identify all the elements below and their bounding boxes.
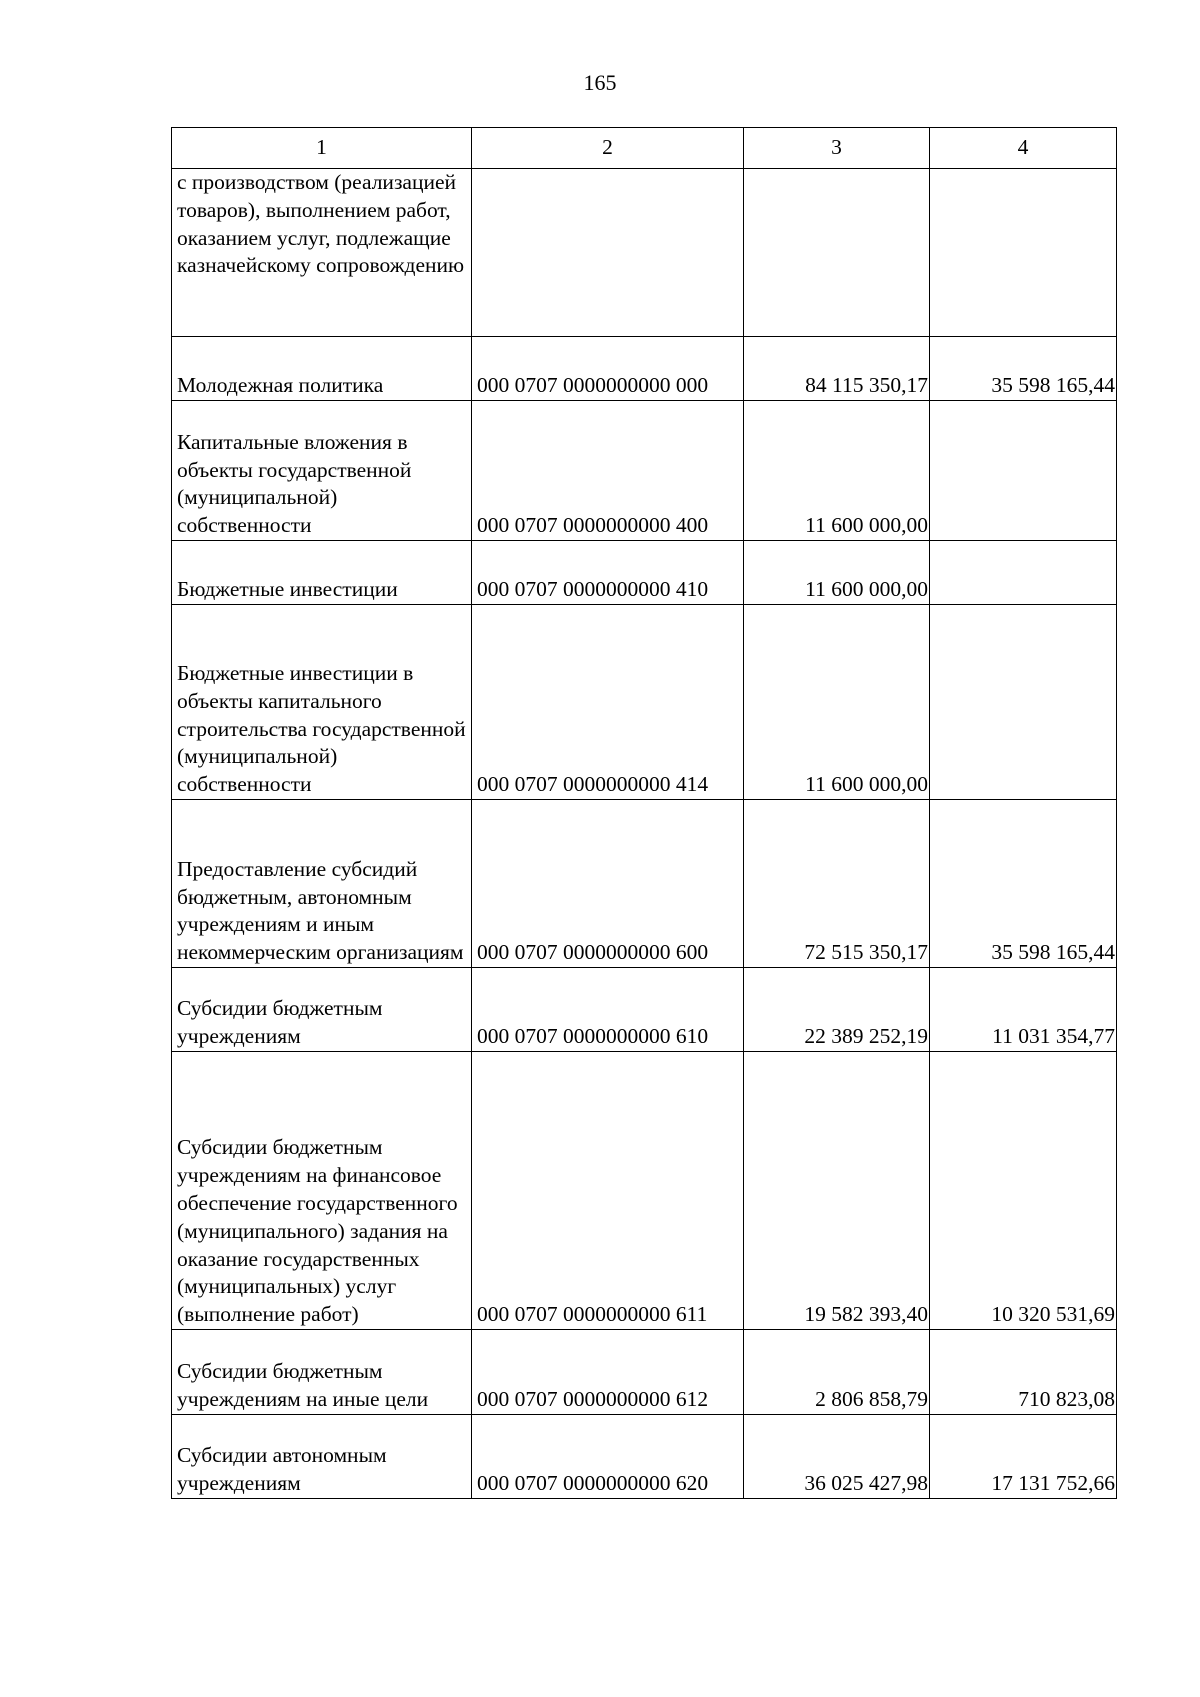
- row-code: [472, 169, 744, 337]
- table-row: [172, 1330, 1117, 1415]
- row-value-4: [930, 401, 1117, 541]
- row-value-3: 11 600 000,00: [744, 401, 930, 541]
- row-value-4: [930, 169, 1117, 337]
- row-name: Субсидии автономным учреждениям: [172, 1415, 472, 1499]
- column-header-1: 1: [172, 128, 472, 169]
- row-value-3: 19 582 393,40: [744, 1052, 930, 1330]
- table-row: [172, 1052, 1117, 1330]
- row-value-4: [930, 605, 1117, 800]
- row-value-3: 11 600 000,00: [744, 541, 930, 605]
- table-row: [172, 337, 1117, 401]
- row-value-4: 10 320 531,69: [930, 1052, 1117, 1330]
- row-value-3: 72 515 350,17: [744, 800, 930, 968]
- table-row: [172, 800, 1117, 968]
- row-code: 000 0707 0000000000 414: [472, 605, 744, 800]
- row-value-4: 35 598 165,44: [930, 800, 1117, 968]
- table-row: [172, 541, 1117, 605]
- row-name: Субсидии бюджетным учреждениям: [172, 968, 472, 1052]
- row-value-4: 35 598 165,44: [930, 337, 1117, 401]
- row-code: 000 0707 0000000000 612: [472, 1330, 744, 1415]
- row-code: 000 0707 0000000000 611: [472, 1052, 744, 1330]
- column-header-2: 2: [472, 128, 744, 169]
- row-value-3: 22 389 252,19: [744, 968, 930, 1052]
- row-name: Бюджетные инвестиции: [172, 541, 472, 605]
- row-name: Молодежная политика: [172, 337, 472, 401]
- row-value-4: [930, 541, 1117, 605]
- row-value-3: 36 025 427,98: [744, 1415, 930, 1499]
- row-code: 000 0707 0000000000 600: [472, 800, 744, 968]
- row-code: 000 0707 0000000000 620: [472, 1415, 744, 1499]
- row-code: 000 0707 0000000000 000: [472, 337, 744, 401]
- budget-table: [171, 127, 1117, 1499]
- column-header-4: 4: [930, 128, 1117, 169]
- row-value-3: 84 115 350,17: [744, 337, 930, 401]
- column-header-3: 3: [744, 128, 930, 169]
- row-code: 000 0707 0000000000 400: [472, 401, 744, 541]
- row-code: 000 0707 0000000000 610: [472, 968, 744, 1052]
- row-name: с производством (реализацией товаров), выполнением работ, оказанием услуг, подлежащие казначейскому сопровождению: [172, 169, 472, 337]
- header-row: [172, 128, 1117, 169]
- row-value-3: 2 806 858,79: [744, 1330, 930, 1415]
- row-value-4: 710 823,08: [930, 1330, 1117, 1415]
- row-name: Бюджетные инвестиции в объекты капитального строительства государственной (муниципальной) собственности: [172, 605, 472, 800]
- row-name: Субсидии бюджетным учреждениям на финансовое обеспечение государственного (муниципального) задания на оказание государственных (муниципальных) услуг (выполнение работ): [172, 1052, 472, 1330]
- row-value-4: 17 131 752,66: [930, 1415, 1117, 1499]
- row-value-4: 11 031 354,77: [930, 968, 1117, 1052]
- row-code: 000 0707 0000000000 410: [472, 541, 744, 605]
- table-row: [172, 401, 1117, 541]
- table-row: [172, 1415, 1117, 1499]
- table-row: [172, 169, 1117, 337]
- row-value-3: [744, 169, 930, 337]
- page-number: 165: [583, 70, 617, 95]
- row-name: Капитальные вложения в объекты государственной (муниципальной) собственности: [172, 401, 472, 541]
- row-value-3: 11 600 000,00: [744, 605, 930, 800]
- row-name: Субсидии бюджетным учреждениям на иные цели: [172, 1330, 472, 1415]
- table-row: [172, 605, 1117, 800]
- row-name: Предоставление субсидий бюджетным, автономным учреждениям и иным некоммерческим организациям: [172, 800, 472, 968]
- table-row: [172, 968, 1117, 1052]
